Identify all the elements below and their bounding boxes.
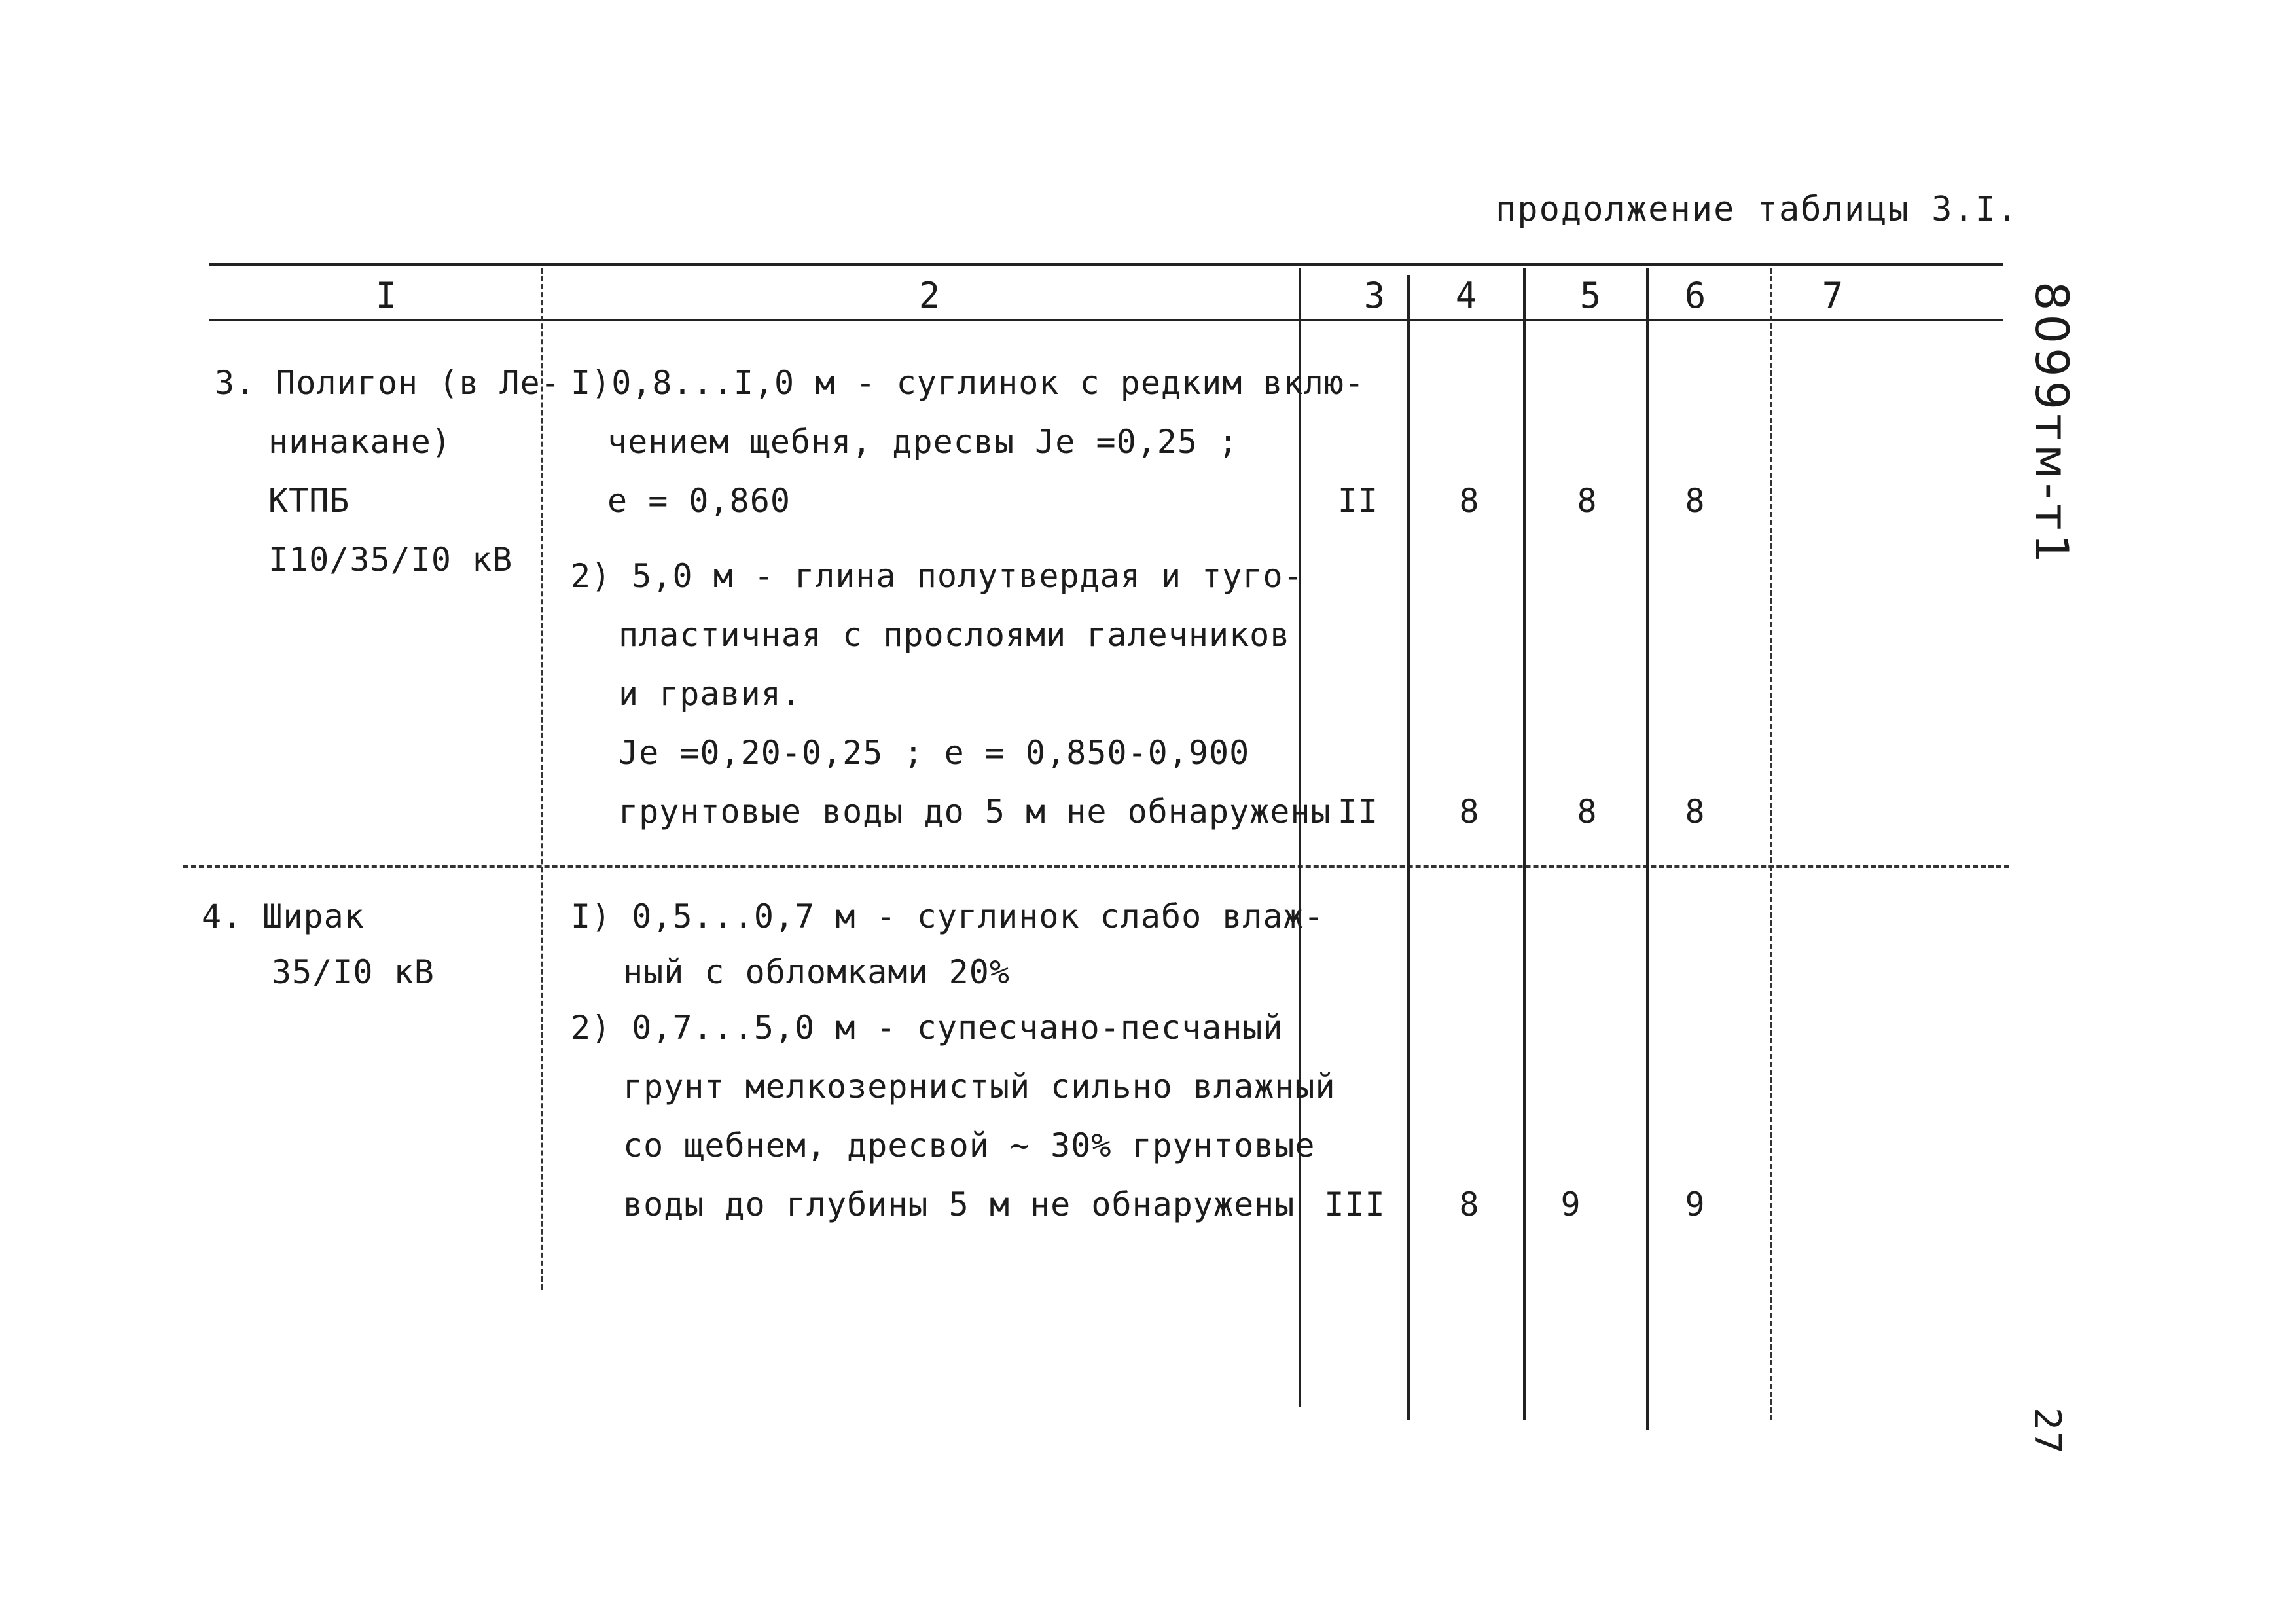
row4-soil-line2: ный с обломками 20% xyxy=(623,953,1010,991)
row3a-col5: 8 xyxy=(1577,482,1598,520)
row3-soil-line2: чением щебня, дресвы Je =0,25 ; xyxy=(607,423,1239,461)
row4-col3: III xyxy=(1324,1185,1386,1223)
row4-object-line2: 35/I0 кВ xyxy=(272,953,435,991)
table-caption: продолжение таблицы 3.I. xyxy=(1496,190,2019,229)
row4-soil-line3: 2) 0,7...5,0 м - супесчано-песчаный xyxy=(571,1009,1283,1047)
row3b-col6: 8 xyxy=(1685,793,1706,831)
row4-soil-line4: грунт мелкозернистый сильно влажный xyxy=(623,1068,1336,1106)
document-code: 8099тм-т1 xyxy=(2024,281,2078,568)
row3-object-line2: нинакане) xyxy=(268,423,452,461)
row4-soil-line6: воды до глубины 5 м не обнаружены xyxy=(623,1185,1295,1223)
row3b-col4: 8 xyxy=(1459,793,1480,831)
row4-col4: 8 xyxy=(1459,1185,1480,1223)
header-col-2: 2 xyxy=(918,275,941,316)
row4-object-line1: 4. Ширак xyxy=(202,897,365,935)
row3-object-line3: КТПБ xyxy=(268,482,350,520)
header-col-3: 3 xyxy=(1363,275,1386,316)
row4-col6: 9 xyxy=(1685,1185,1706,1223)
header-col-5: 5 xyxy=(1579,275,1602,316)
row4-soil-line5: со щебнем, дресвой ~ 30% грунтовые xyxy=(623,1127,1316,1164)
row3-soil-line1: I)0,8...I,0 м - суглинок с редким вклю- xyxy=(571,364,1365,402)
row4-col5: 9 xyxy=(1560,1185,1581,1223)
header-col-6: 6 xyxy=(1684,275,1706,316)
row3a-col4: 8 xyxy=(1459,482,1480,520)
row3a-col6: 8 xyxy=(1685,482,1706,520)
header-col-4: 4 xyxy=(1455,275,1477,316)
row-divider xyxy=(183,865,2009,868)
page-number: 27 xyxy=(2026,1407,2068,1454)
row3-soil-line5: пластичная с прослоями галечников xyxy=(619,616,1291,654)
row3-object-line1: 3. Полигон (в Ле- xyxy=(215,364,561,402)
col-divider-4-5 xyxy=(1523,268,1526,1420)
table-top-rule xyxy=(209,263,2003,266)
col-divider-3-4 xyxy=(1407,275,1410,1420)
col-divider-5-6 xyxy=(1646,268,1649,1430)
row3-soil-line8: грунтовые воды до 5 м не обнаружены xyxy=(619,793,1331,831)
header-bottom-rule xyxy=(209,319,2003,321)
header-col-7: 7 xyxy=(1821,275,1844,316)
row4-soil-line1: I) 0,5...0,7 м - суглинок слабо влаж- xyxy=(571,897,1324,935)
row3-soil-line4: 2) 5,0 м - глина полутвердая и туго- xyxy=(571,557,1304,595)
row3-soil-line7: Je =0,20-0,25 ; e = 0,850-0,900 xyxy=(619,734,1250,772)
row3b-col5: 8 xyxy=(1577,793,1598,831)
col-divider-2-3 xyxy=(1299,268,1301,1407)
row3-soil-line3: e = 0,860 xyxy=(607,482,791,520)
col-divider-6-7 xyxy=(1770,268,1772,1420)
row3b-col3: II xyxy=(1337,793,1379,831)
col-divider-1-2 xyxy=(541,268,543,1290)
header-col-1: I xyxy=(375,275,397,316)
row3a-col3: II xyxy=(1337,482,1379,520)
row3-soil-line6: и гравия. xyxy=(619,675,802,713)
row3-object-line4: I10/35/I0 кВ xyxy=(268,541,513,579)
